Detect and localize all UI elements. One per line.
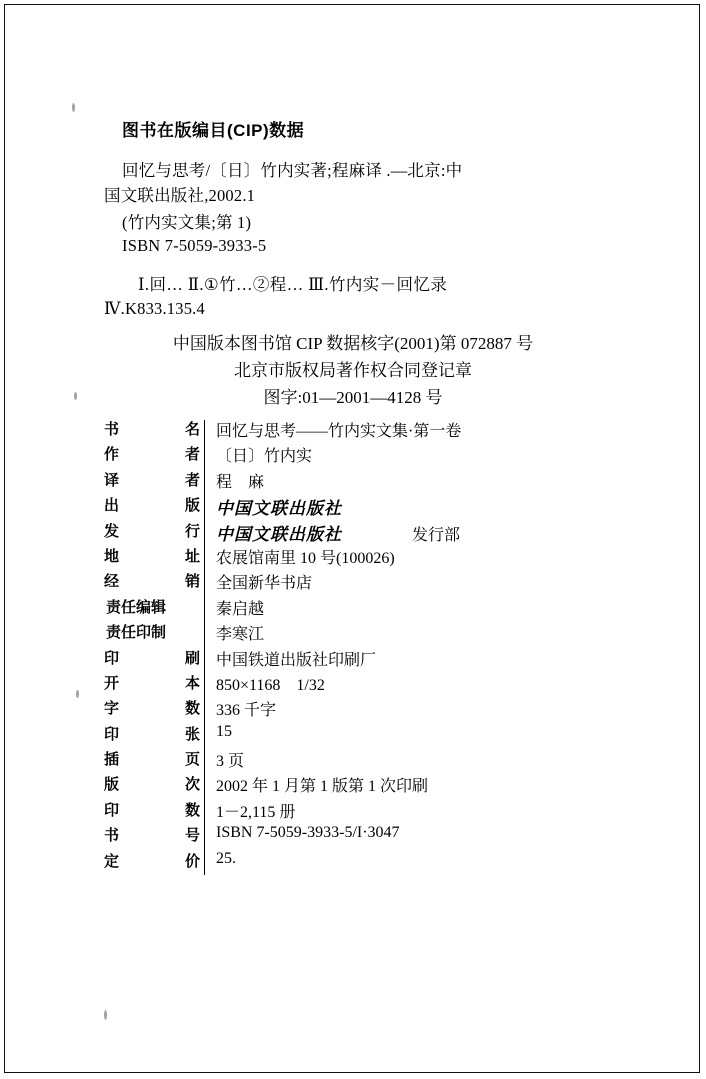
colophon-row — [104, 469, 574, 494]
colophon-row — [104, 672, 574, 697]
cip-line-1: 回忆与思考/〔日〕竹内实著;程麻译 .—北京:中 — [122, 161, 463, 180]
colophon-label: 印 张 — [104, 725, 200, 743]
colophon-value: 中国文联出版社 发行部 — [216, 524, 461, 545]
colophon-label: 责任印制 — [106, 624, 167, 642]
colophon-row — [104, 596, 574, 621]
colophon-row — [104, 545, 574, 570]
colophon-value: 3 页 — [216, 753, 245, 771]
colophon-row — [104, 520, 574, 545]
colophon-row — [104, 723, 574, 748]
colophon-value: 李寒江 — [216, 626, 265, 644]
colophon-value: 程 麻 — [216, 473, 265, 491]
colophon-label: 版 次 — [104, 776, 200, 794]
cip-line-2: 国文联出版社,2002.1 — [104, 186, 256, 205]
colophon-value: 秦启越 — [216, 600, 265, 618]
colophon-label: 地 址 — [104, 547, 200, 565]
cip-line-4: ISBN 7-5059-3933-5 — [122, 236, 267, 255]
colophon-row — [104, 418, 574, 443]
colophon-label: 作 者 — [104, 446, 200, 464]
colophon-value: 农展馆南里 10 号(100026) — [216, 549, 395, 567]
classification-line-2: Ⅳ.K833.135.4 — [104, 299, 205, 318]
registry-line-3: 图字:01—2001—4128 号 — [263, 388, 443, 407]
colophon-row — [104, 570, 574, 595]
colophon-label: 印 刷 — [104, 649, 200, 667]
colophon-row — [104, 621, 574, 646]
colophon-value: 15 — [216, 722, 232, 740]
colophon-row — [104, 773, 574, 798]
colophon-label: 译 者 — [104, 471, 200, 489]
colophon-value: 336 千字 — [216, 702, 277, 720]
colophon-label: 开 本 — [104, 674, 200, 692]
colophon-value: ISBN 7-5059-3933-5/I·3047 — [216, 824, 400, 842]
colophon-value: 〔日〕竹内实 — [216, 448, 313, 466]
colophon-value: 850×1168 1/32 — [216, 676, 325, 694]
cip-heading: 图书在版编目(CIP)数据 — [122, 121, 305, 140]
colophon-value: 25. — [216, 849, 236, 867]
colophon-row — [104, 799, 574, 824]
registry-line-2: 北京市版权局著作权合同登记章 — [234, 361, 472, 380]
cip-line-3: (竹内实文集;第 1) — [122, 213, 252, 232]
colophon-label: 定 价 — [104, 852, 200, 870]
colophon-value: 中国铁道出版社印刷厂 — [216, 651, 377, 669]
colophon-label: 出 版 — [104, 497, 200, 515]
colophon-label: 字 数 — [104, 700, 200, 718]
colophon-label: 插 页 — [104, 751, 200, 769]
colophon-label: 书 号 — [104, 827, 200, 845]
colophon-table — [104, 418, 574, 875]
colophon-row — [104, 494, 574, 519]
registry-line-1: 中国版本图书馆 CIP 数据核字(2001)第 072887 号 — [172, 334, 534, 353]
colophon-value: 1－2,115 册 — [216, 803, 296, 821]
classification-line-1: Ⅰ.回… Ⅱ.①竹…②程… Ⅲ.竹内实－回忆录 — [138, 275, 448, 294]
colophon-row — [104, 850, 574, 875]
colophon-label: 责任编辑 — [106, 598, 167, 616]
colophon-value: 全国新华书店 — [216, 575, 313, 593]
colophon-row — [104, 647, 574, 672]
colophon-value-tail: 发行部 — [412, 526, 461, 544]
colophon-value: 2002 年 1 月第 1 版第 1 次印刷 — [216, 778, 429, 796]
colophon-value: 回忆与思考——竹内实文集·第一卷 — [216, 423, 462, 440]
colophon-label: 发 行 — [104, 522, 200, 540]
colophon-label: 书 名 — [104, 421, 200, 438]
colophon-label: 印 数 — [104, 801, 200, 819]
colophon-row — [104, 443, 574, 468]
colophon-row — [104, 748, 574, 773]
colophon-value: 中国文联出版社 — [216, 499, 342, 520]
colophon-row — [104, 824, 574, 849]
colophon-row — [104, 697, 574, 722]
colophon-label: 经 销 — [104, 573, 200, 591]
